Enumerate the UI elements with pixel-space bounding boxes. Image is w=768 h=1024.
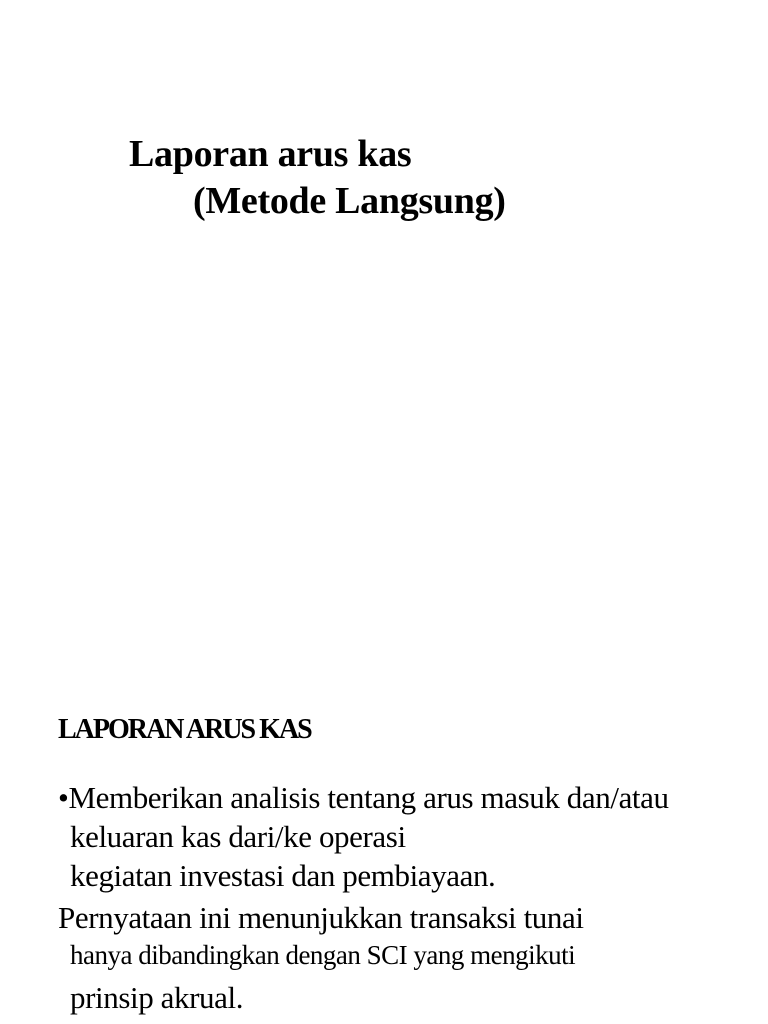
bullet-text-line: •Memberikan analisis tentang arus masuk dan/atau bbox=[58, 780, 669, 815]
bullet-text-line: kegiatan investasi dan pembiayaan. bbox=[70, 858, 496, 893]
paragraph-text-line: Pernyataan ini menunjukkan transaksi tunai bbox=[58, 900, 584, 935]
bullet-text-line: keluaran kas dari/ke operasi bbox=[70, 819, 406, 854]
slide-title-line-2: (Metode Langsung) bbox=[193, 180, 506, 222]
slide-title-line-1: Laporan arus kas bbox=[129, 133, 412, 175]
paragraph-text-line: prinsip akrual. bbox=[70, 980, 244, 1015]
section-heading: LAPORAN ARUS KAS bbox=[58, 714, 311, 745]
paragraph-text-line: hanya dibandingkan dengan SCI yang mengikuti bbox=[70, 940, 576, 970]
